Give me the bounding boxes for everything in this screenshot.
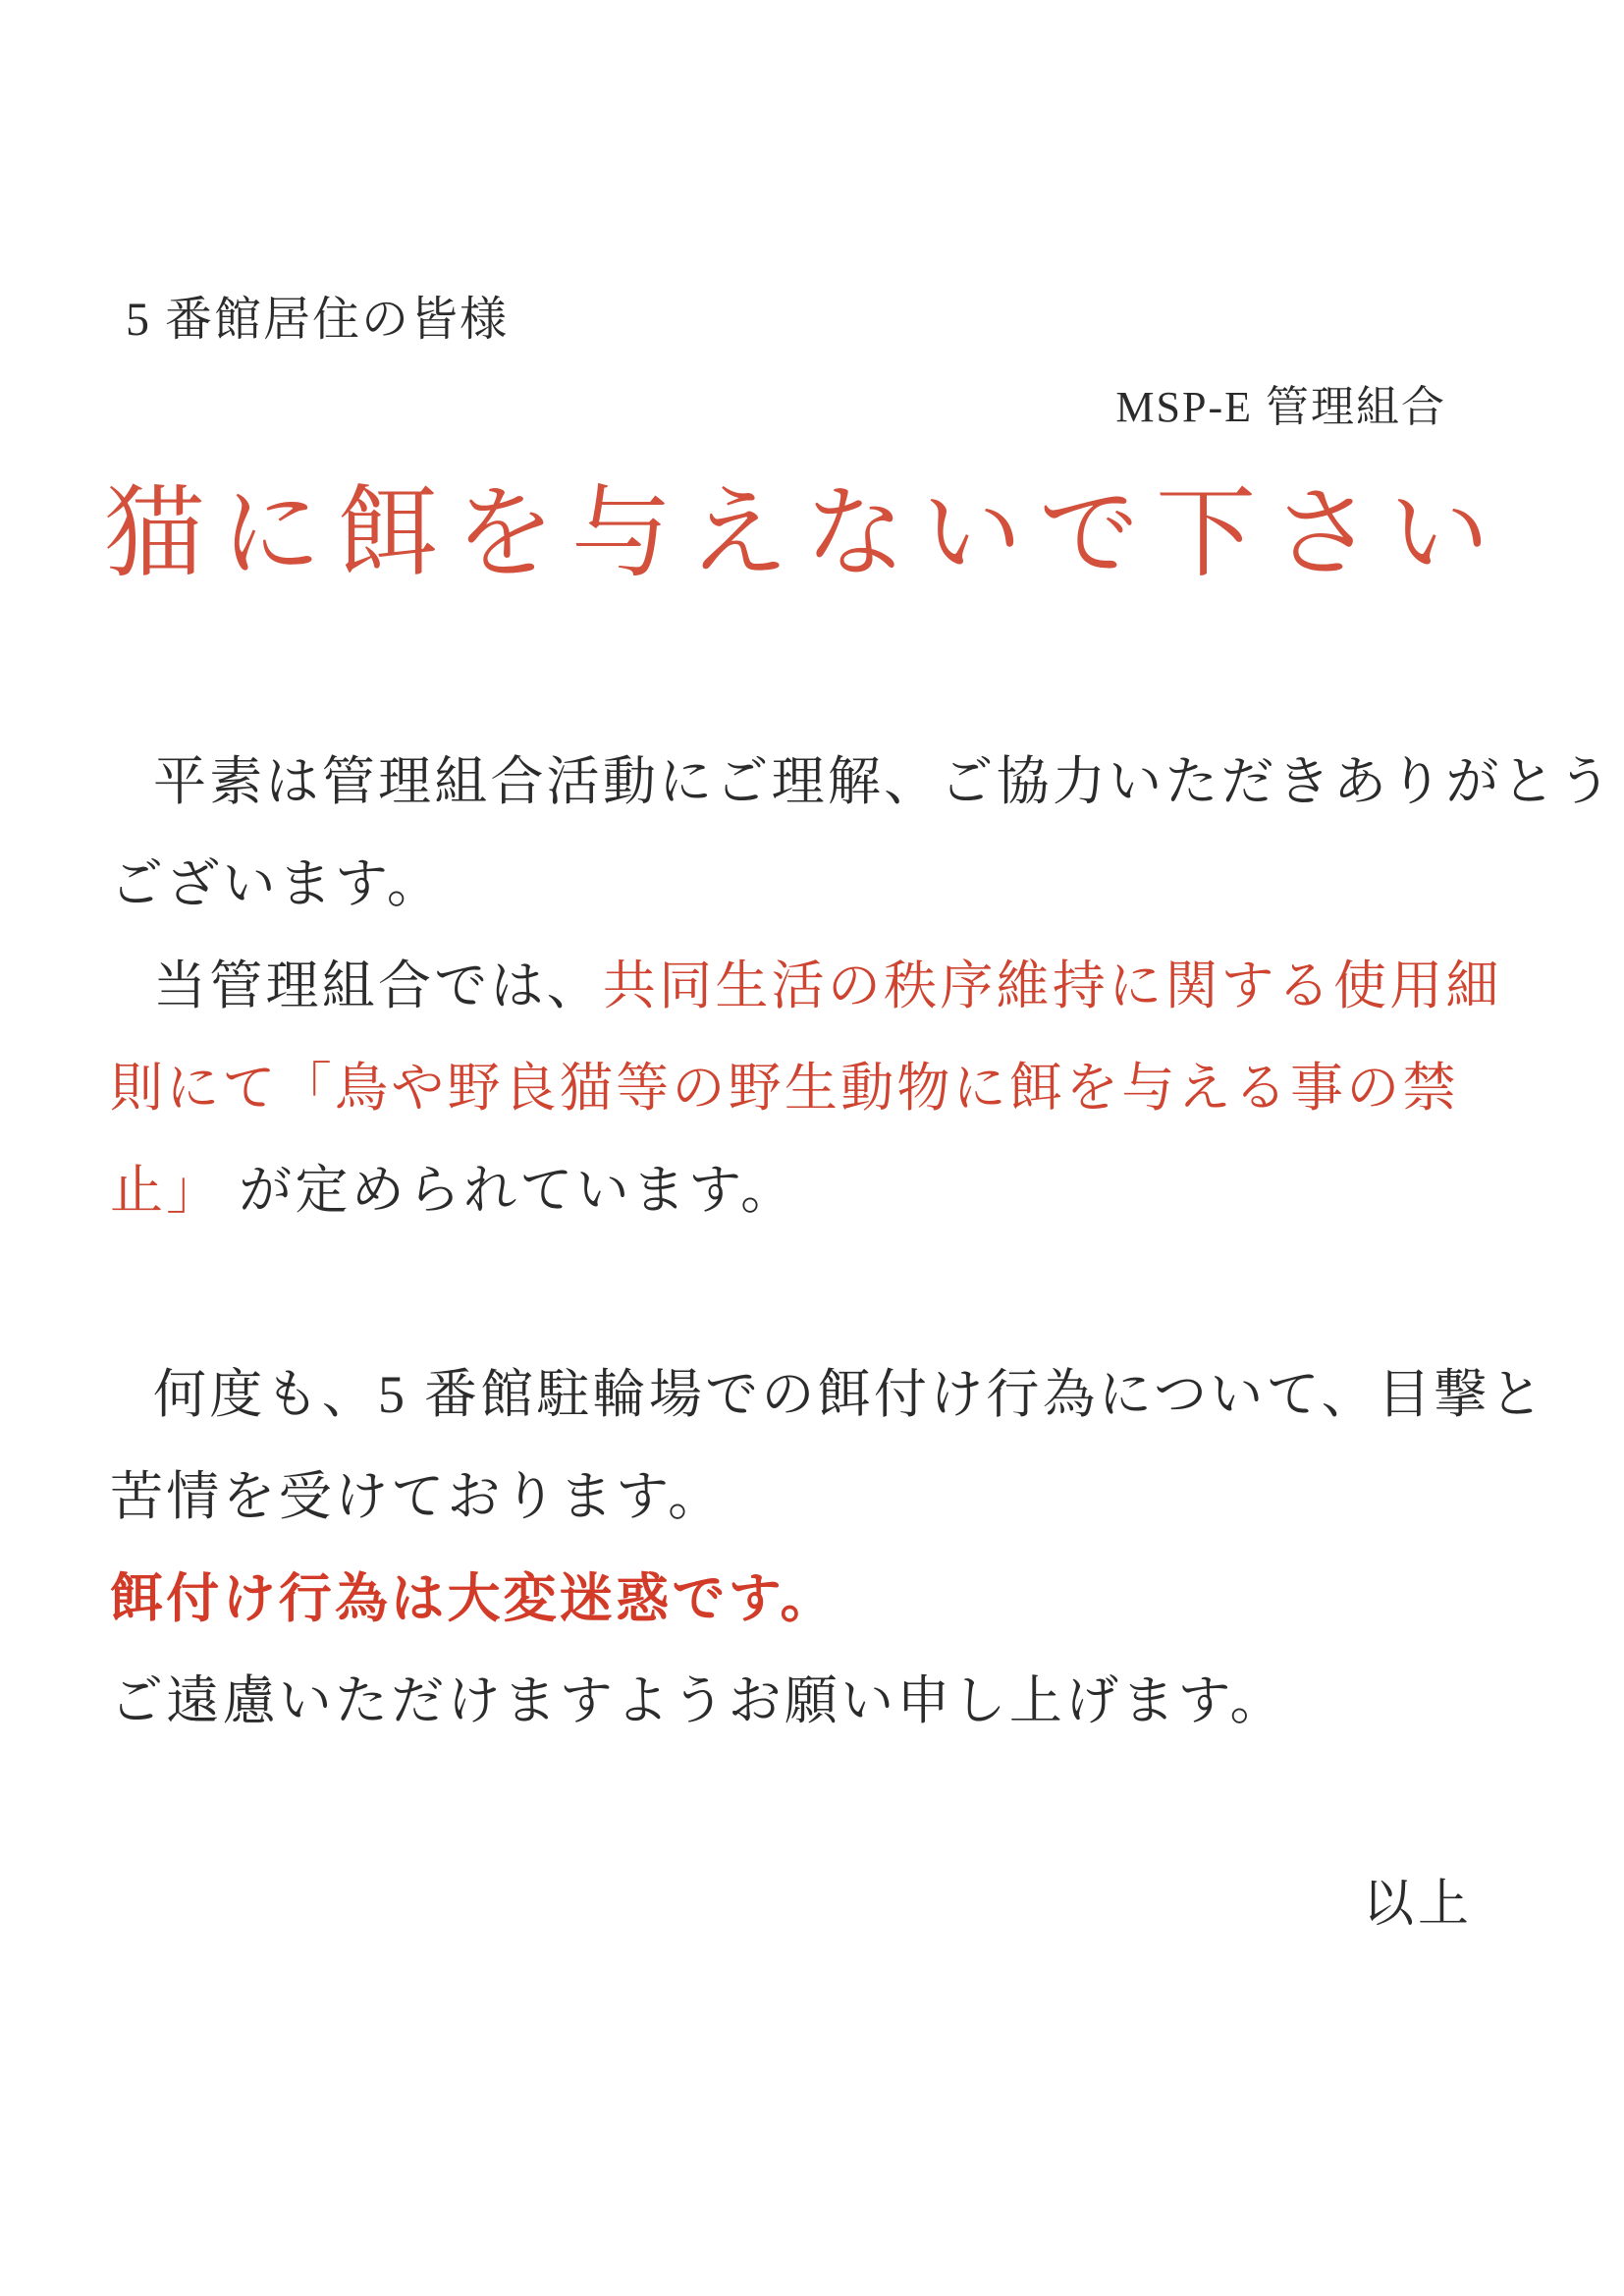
paragraph3-line2 bbox=[110, 1446, 1524, 1548]
notice-body bbox=[110, 731, 1615, 1752]
rule-text-red: 則にて「鳥や野良猫等の野生動物に餌を与える事の禁 bbox=[110, 1059, 1459, 1118]
warning-text-red: 餌付け行為は大変迷惑です。 bbox=[110, 1569, 837, 1628]
body-text: 当管理組合では、 bbox=[153, 957, 603, 1015]
warning-line bbox=[110, 1548, 1524, 1650]
paragraph1-line2 bbox=[110, 833, 1524, 935]
body-text: 平素は管理組合活動にご理解、ご協力いただきありがとう bbox=[153, 752, 1615, 811]
paragraph2-line2 bbox=[110, 1037, 1524, 1139]
paragraph2-line1 bbox=[110, 935, 1524, 1037]
blank-line bbox=[110, 1241, 1524, 1343]
paragraph1-line1 bbox=[110, 731, 1615, 833]
body-text: 何度も、5 番館駐輪場での餌付け行為について、目撃と bbox=[153, 1365, 1546, 1424]
closing-ijou: 以上 bbox=[1362, 1877, 1473, 1933]
body-text: 苦情を受けております。 bbox=[110, 1467, 725, 1526]
rule-text-red: 止」 bbox=[110, 1161, 223, 1220]
rule-text-red: 共同生活の秩序維持に関する使用細 bbox=[602, 957, 1502, 1015]
body-text: が定められています。 bbox=[222, 1161, 797, 1220]
request-line bbox=[110, 1650, 1524, 1752]
body-text: ご遠慮いただけますようお願い申し上げます。 bbox=[110, 1671, 1286, 1730]
paragraph3-line1 bbox=[110, 1343, 1546, 1446]
addressee-line: 5 番館居住の皆様 bbox=[126, 294, 510, 346]
notice-title: 猫に餌を与えないで下さい bbox=[104, 479, 1506, 590]
body-text: ございます。 bbox=[110, 854, 444, 913]
sender-line: MSP-E 管理組合 bbox=[1115, 383, 1446, 431]
paragraph2-line3 bbox=[110, 1139, 1524, 1241]
